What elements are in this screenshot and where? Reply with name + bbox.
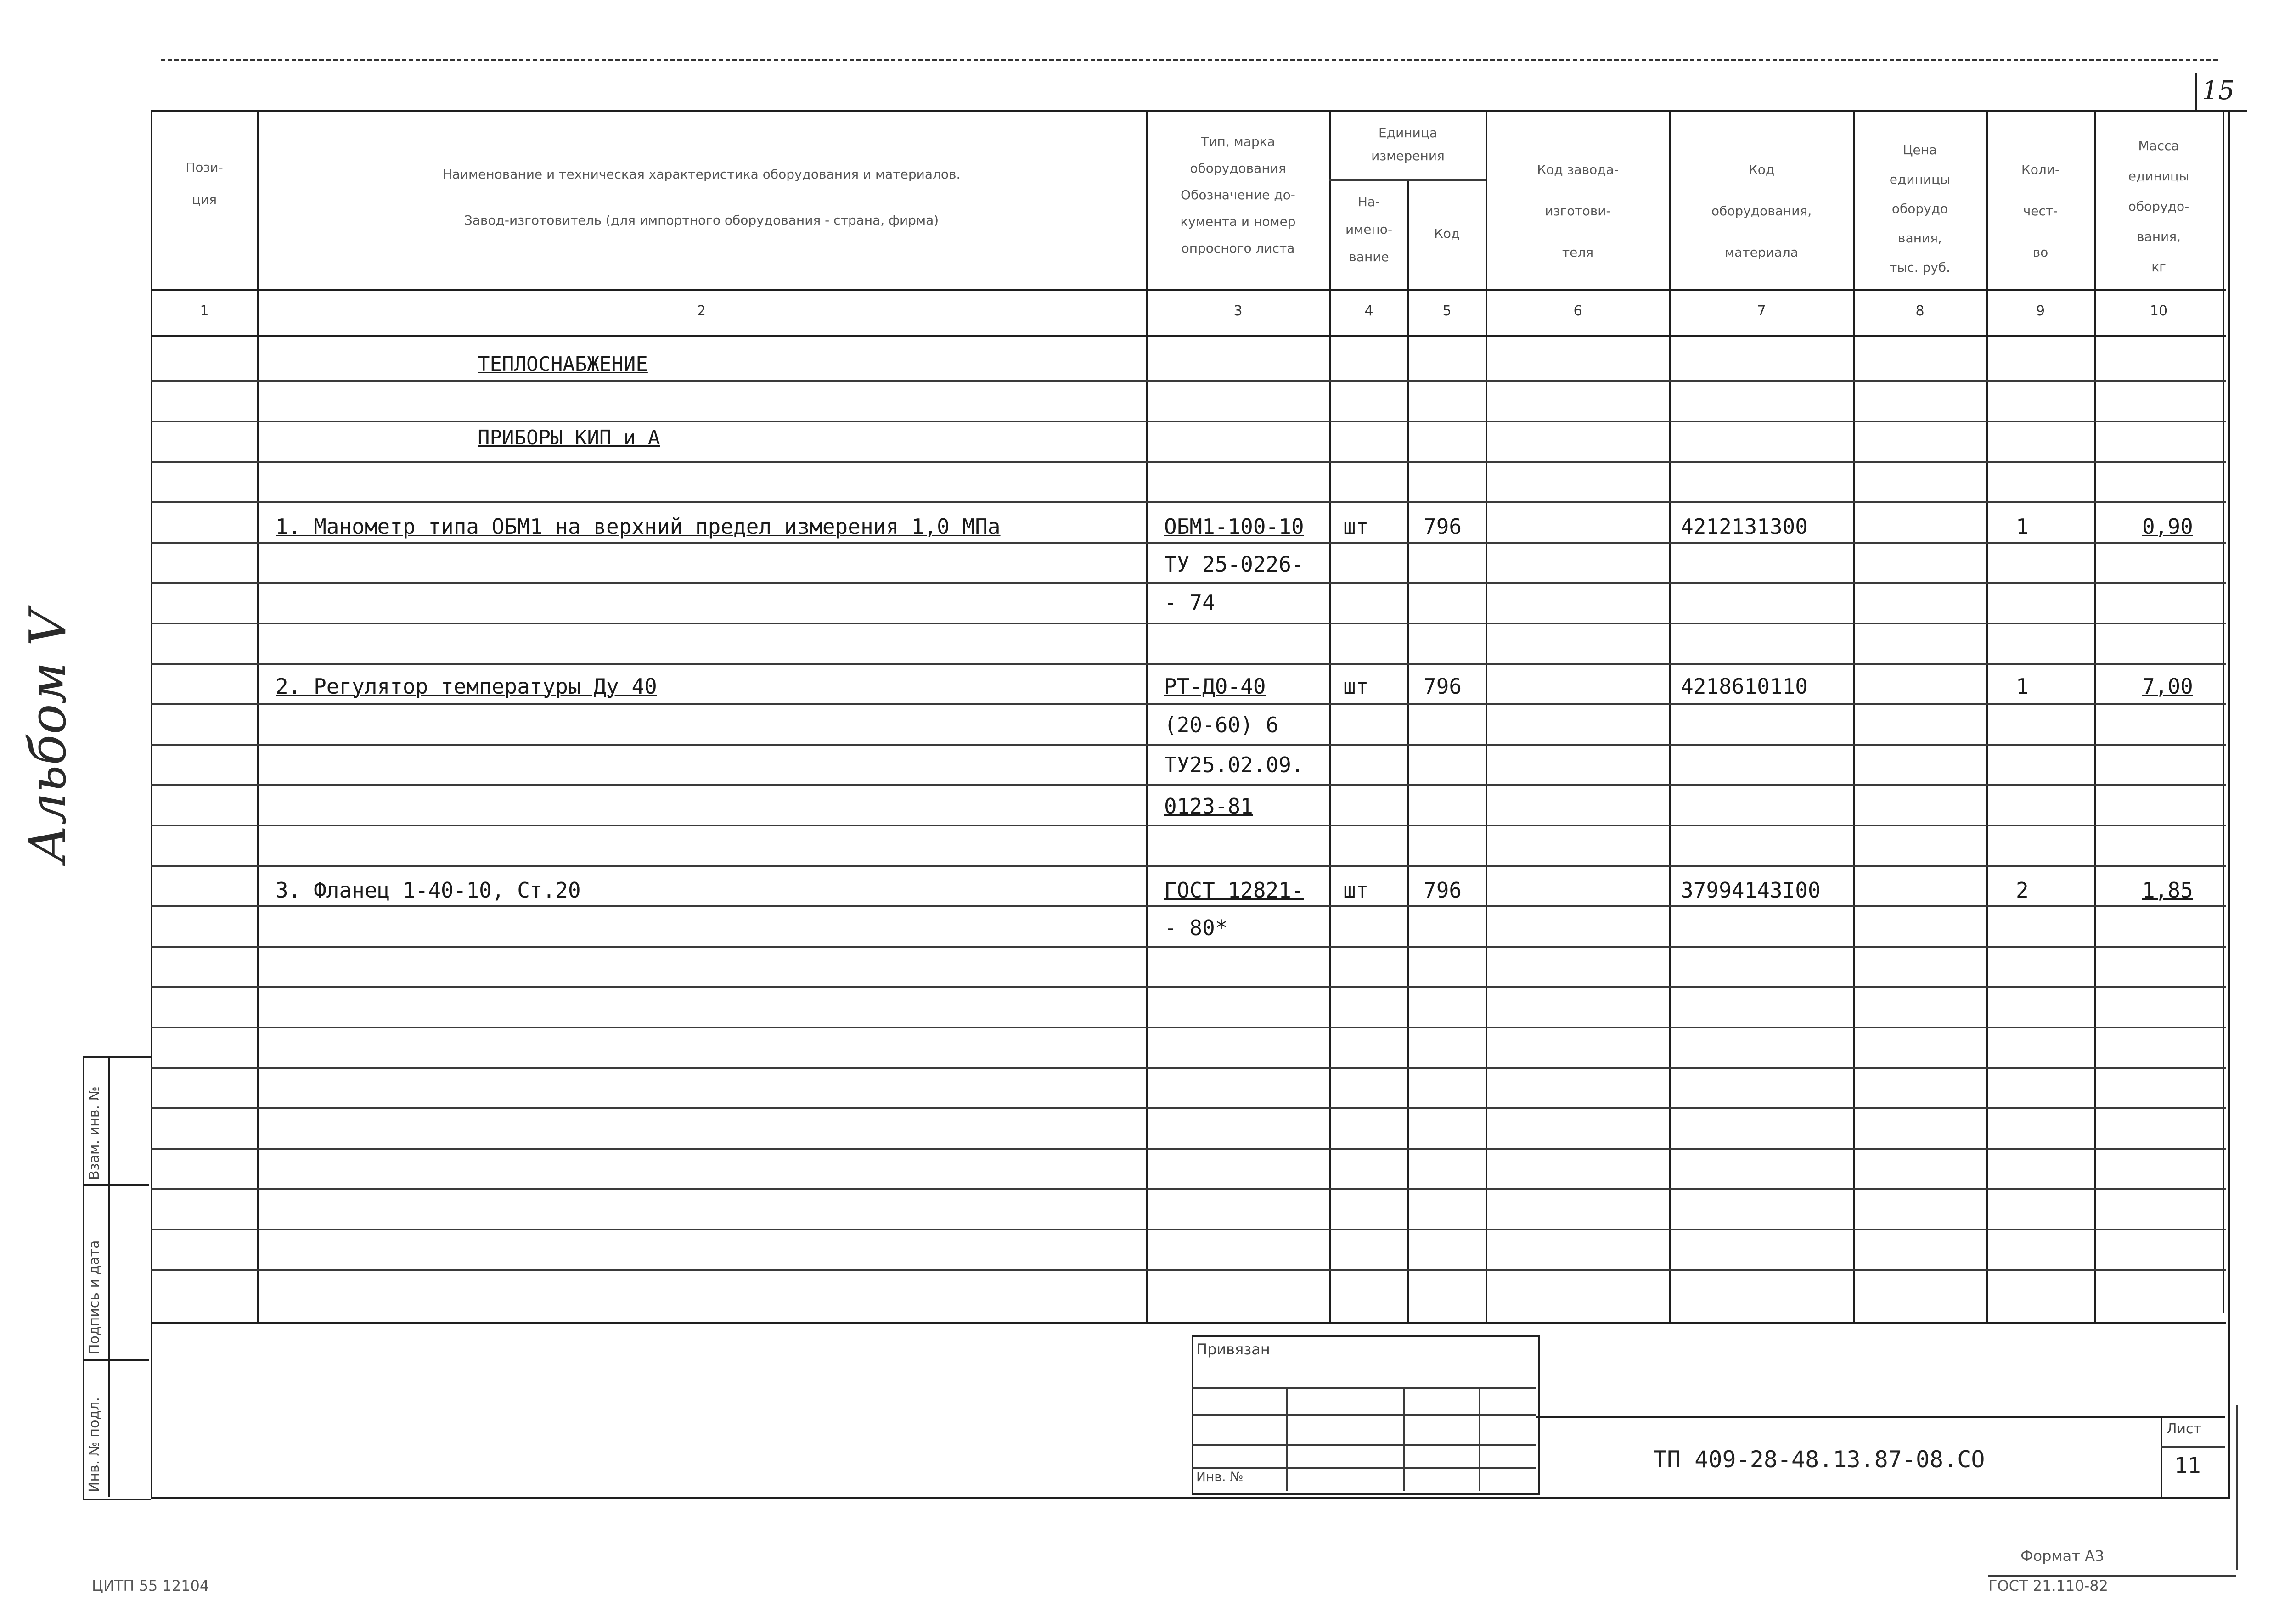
row-line [151, 1148, 2226, 1150]
header-col8-line3: оборудо [1891, 201, 1948, 216]
header-col7-line2: оборудования, [1711, 203, 1812, 219]
row-line [151, 1107, 2226, 1109]
header-col3-line1: Тип, марка [1201, 134, 1275, 149]
row-line [151, 663, 2226, 665]
header-col10-line5: кг [2151, 259, 2166, 275]
col-line-2 [1146, 110, 1148, 1322]
row-line [151, 784, 2226, 786]
row-line [151, 582, 2226, 584]
header-col9-line2: чест- [2023, 203, 2058, 219]
side-stamp-divider [83, 1184, 149, 1186]
sheet-box-line [2161, 1416, 2162, 1497]
document-code: ТП 409-28-48.13.87-08.СО [1653, 1446, 1985, 1473]
footer-left: ЦИТП 55 12104 [92, 1577, 209, 1594]
privyazan-divider [1192, 1444, 1536, 1446]
item-name: 2. Регулятор температуры Ду 40 [276, 674, 657, 699]
header-col4-line2: имено- [1345, 222, 1393, 237]
item-designation: ТУ25.02.09. [1164, 752, 1304, 777]
column-number: 6 [1573, 303, 1582, 319]
header-col4-line3: вание [1349, 249, 1389, 264]
header-col3-line3: Обозначение до- [1181, 187, 1295, 202]
row-line [151, 744, 2226, 746]
column-number: 1 [200, 303, 209, 319]
row-line [151, 542, 2226, 544]
col-line-4 [1407, 179, 1409, 1322]
column-number: 10 [2150, 303, 2168, 319]
header-col10-line2: единицы [2128, 168, 2189, 184]
header-col6-line2: изготови- [1545, 203, 1611, 219]
header-col4-line1: На- [1357, 194, 1380, 209]
row-line [151, 905, 2226, 907]
row-line [151, 380, 2226, 382]
row-line [151, 1027, 2226, 1028]
header-col7 [1670, 149, 1853, 273]
header-col2-line2: Завод-изготовитель (для импортного оборудования - страна, фирма) [464, 213, 939, 228]
header-unit-group [1330, 122, 1486, 168]
item-unit-code: 796 [1424, 674, 1462, 699]
column-number: 5 [1442, 303, 1452, 319]
header-col3-line4: кумента и номер [1180, 214, 1296, 229]
row-line [151, 623, 2226, 624]
item-name: 3. Фланец 1-40-10, Ст.20 [276, 878, 581, 903]
header-col6 [1486, 149, 1669, 273]
row-line [151, 703, 2226, 705]
header-col4 [1330, 188, 1407, 271]
header-col10-line3: оборудо- [2128, 199, 2189, 214]
row-line [151, 865, 2226, 867]
side-stamp-divider [83, 1359, 149, 1361]
column-number-bottom-line [151, 335, 2226, 337]
item-unit: шт [1343, 674, 1369, 699]
privyazan-divider [1192, 1414, 1536, 1416]
header-bottom-line [151, 289, 2226, 291]
header-col3-line2: оборудования [1190, 161, 1286, 176]
right-edge-mark [2236, 1405, 2238, 1570]
column-number: 7 [1757, 303, 1766, 319]
sheet-box-divider [2161, 1446, 2225, 1448]
item-mass: 0,90 [2142, 514, 2193, 539]
header-col5: Код [1434, 226, 1460, 241]
privyazan-divider [1192, 1387, 1536, 1389]
col-line-6 [1669, 110, 1671, 1322]
album-label: Альбом V [18, 609, 77, 863]
header-col1-line2: ция [191, 192, 217, 207]
side-stamp-label: Инв. № подл. [86, 1397, 102, 1492]
section-heading-devices: ПРИБОРЫ КИП и А [478, 426, 660, 449]
inv-no-label: Инв. № [1196, 1469, 1244, 1484]
header-col9 [1987, 149, 2094, 273]
col-line-9 [2094, 110, 2096, 1322]
row-line [151, 1229, 2226, 1230]
header-col2 [257, 152, 1146, 243]
item-unit-code: 796 [1424, 514, 1462, 539]
row-line [151, 825, 2226, 826]
header-col10-line1: Масса [2138, 138, 2179, 153]
row-line [151, 501, 2226, 503]
header-unit-line1: Единица [1379, 125, 1437, 140]
row-line [151, 1188, 2226, 1190]
item-unit: шт [1343, 514, 1369, 539]
header-col7-line1: Код [1748, 162, 1775, 177]
header-col8-line5: тыс. руб. [1889, 260, 1951, 275]
header-col6-line1: Код завода- [1537, 162, 1619, 177]
item-designation: - 80* [1164, 915, 1228, 940]
item-mass: 7,00 [2142, 674, 2193, 699]
item-designation: ТУ 25-0226- [1164, 552, 1304, 577]
page-number: 15 [2202, 76, 2235, 106]
item-unit: шт [1343, 878, 1369, 903]
header-col8-line4: вания, [1898, 230, 1942, 246]
header-col10-line4: вания, [2137, 229, 2181, 244]
item-quantity: 2 [2016, 878, 2029, 903]
item-name: 1. Манометр типа ОБМ1 на верхний предел измерения 1,0 МПа [276, 514, 1001, 539]
item-equipment-code: 4218610110 [1681, 674, 1808, 699]
header-col3-line5: опросного листа [1181, 241, 1295, 256]
item-quantity: 1 [2016, 514, 2029, 539]
item-designation: ГОСТ 12821- [1164, 878, 1304, 903]
sheet-number: 11 [2174, 1453, 2201, 1479]
row-line [151, 461, 2226, 463]
row-line [151, 946, 2226, 948]
header-col9-line1: Коли- [2021, 162, 2060, 177]
privyazan-vline [1403, 1387, 1405, 1491]
header-col8-line2: единицы [1889, 172, 1951, 187]
footer-line [1988, 1575, 2236, 1577]
code-area-top [1536, 1416, 2225, 1418]
column-number: 3 [1233, 303, 1243, 319]
item-designation: 0123-81 [1164, 794, 1253, 819]
header-col9-line3: во [2032, 245, 2048, 260]
row-line [151, 1067, 2226, 1069]
side-stamp-inner [108, 1056, 110, 1497]
item-designation: (20-60) 6 [1164, 713, 1279, 737]
col-line-5 [1486, 110, 1487, 1322]
privyazan-label: Привязан [1196, 1341, 1270, 1358]
sheet-label: Лист [2167, 1421, 2202, 1437]
header-col1 [152, 152, 257, 216]
col-line-3 [1329, 110, 1331, 1322]
item-quantity: 1 [2016, 674, 2029, 699]
section-heading-heat: ТЕПЛОСНАБЖЕНИЕ [478, 353, 648, 376]
footer-format: Формат А3 [2020, 1547, 2105, 1565]
column-number: 9 [2036, 303, 2045, 319]
side-stamp-label: Подпись и дата [86, 1240, 102, 1354]
header-col7-line3: материала [1724, 245, 1798, 260]
item-unit-code: 796 [1424, 878, 1462, 903]
column-number: 8 [1915, 303, 1925, 319]
row-line [151, 1269, 2226, 1271]
top-dashed-line [161, 59, 2218, 61]
header-col8 [1854, 135, 1986, 282]
item-mass: 1,85 [2142, 878, 2193, 903]
header-col2-line1: Наименование и техническая характеристика оборудования и материалов. [442, 167, 961, 182]
header-col1-line1: Пози- [186, 160, 223, 175]
header-unit-line2: измерения [1371, 148, 1445, 163]
header-col3 [1147, 129, 1329, 262]
header-col10 [2095, 131, 2223, 282]
column-number: 2 [697, 303, 706, 319]
col-line-1 [257, 110, 259, 1322]
item-equipment-code: 4212131300 [1681, 514, 1808, 539]
column-number: 4 [1364, 303, 1373, 319]
header-col6-line3: теля [1562, 245, 1594, 260]
footer-gost: ГОСТ 21.110-82 [1988, 1577, 2108, 1594]
col-line-8 [1986, 110, 1988, 1322]
item-equipment-code: 3799414ЗI00 [1681, 878, 1821, 903]
privyazan-divider [1192, 1467, 1536, 1469]
item-designation: - 74 [1164, 590, 1215, 615]
unit-header-split [1329, 179, 1486, 181]
header-col8-line1: Цена [1902, 142, 1937, 157]
col-line-7 [1853, 110, 1855, 1322]
item-designation: ОБМ1-100-10 [1164, 514, 1304, 539]
item-designation: РТ-Д0-40 [1164, 674, 1266, 699]
side-stamp-label: Взам. инв. № [86, 1086, 102, 1180]
row-line [151, 986, 2226, 988]
privyazan-vline [1479, 1387, 1480, 1491]
row-line [151, 421, 2226, 422]
privyazan-vline [1286, 1387, 1288, 1491]
